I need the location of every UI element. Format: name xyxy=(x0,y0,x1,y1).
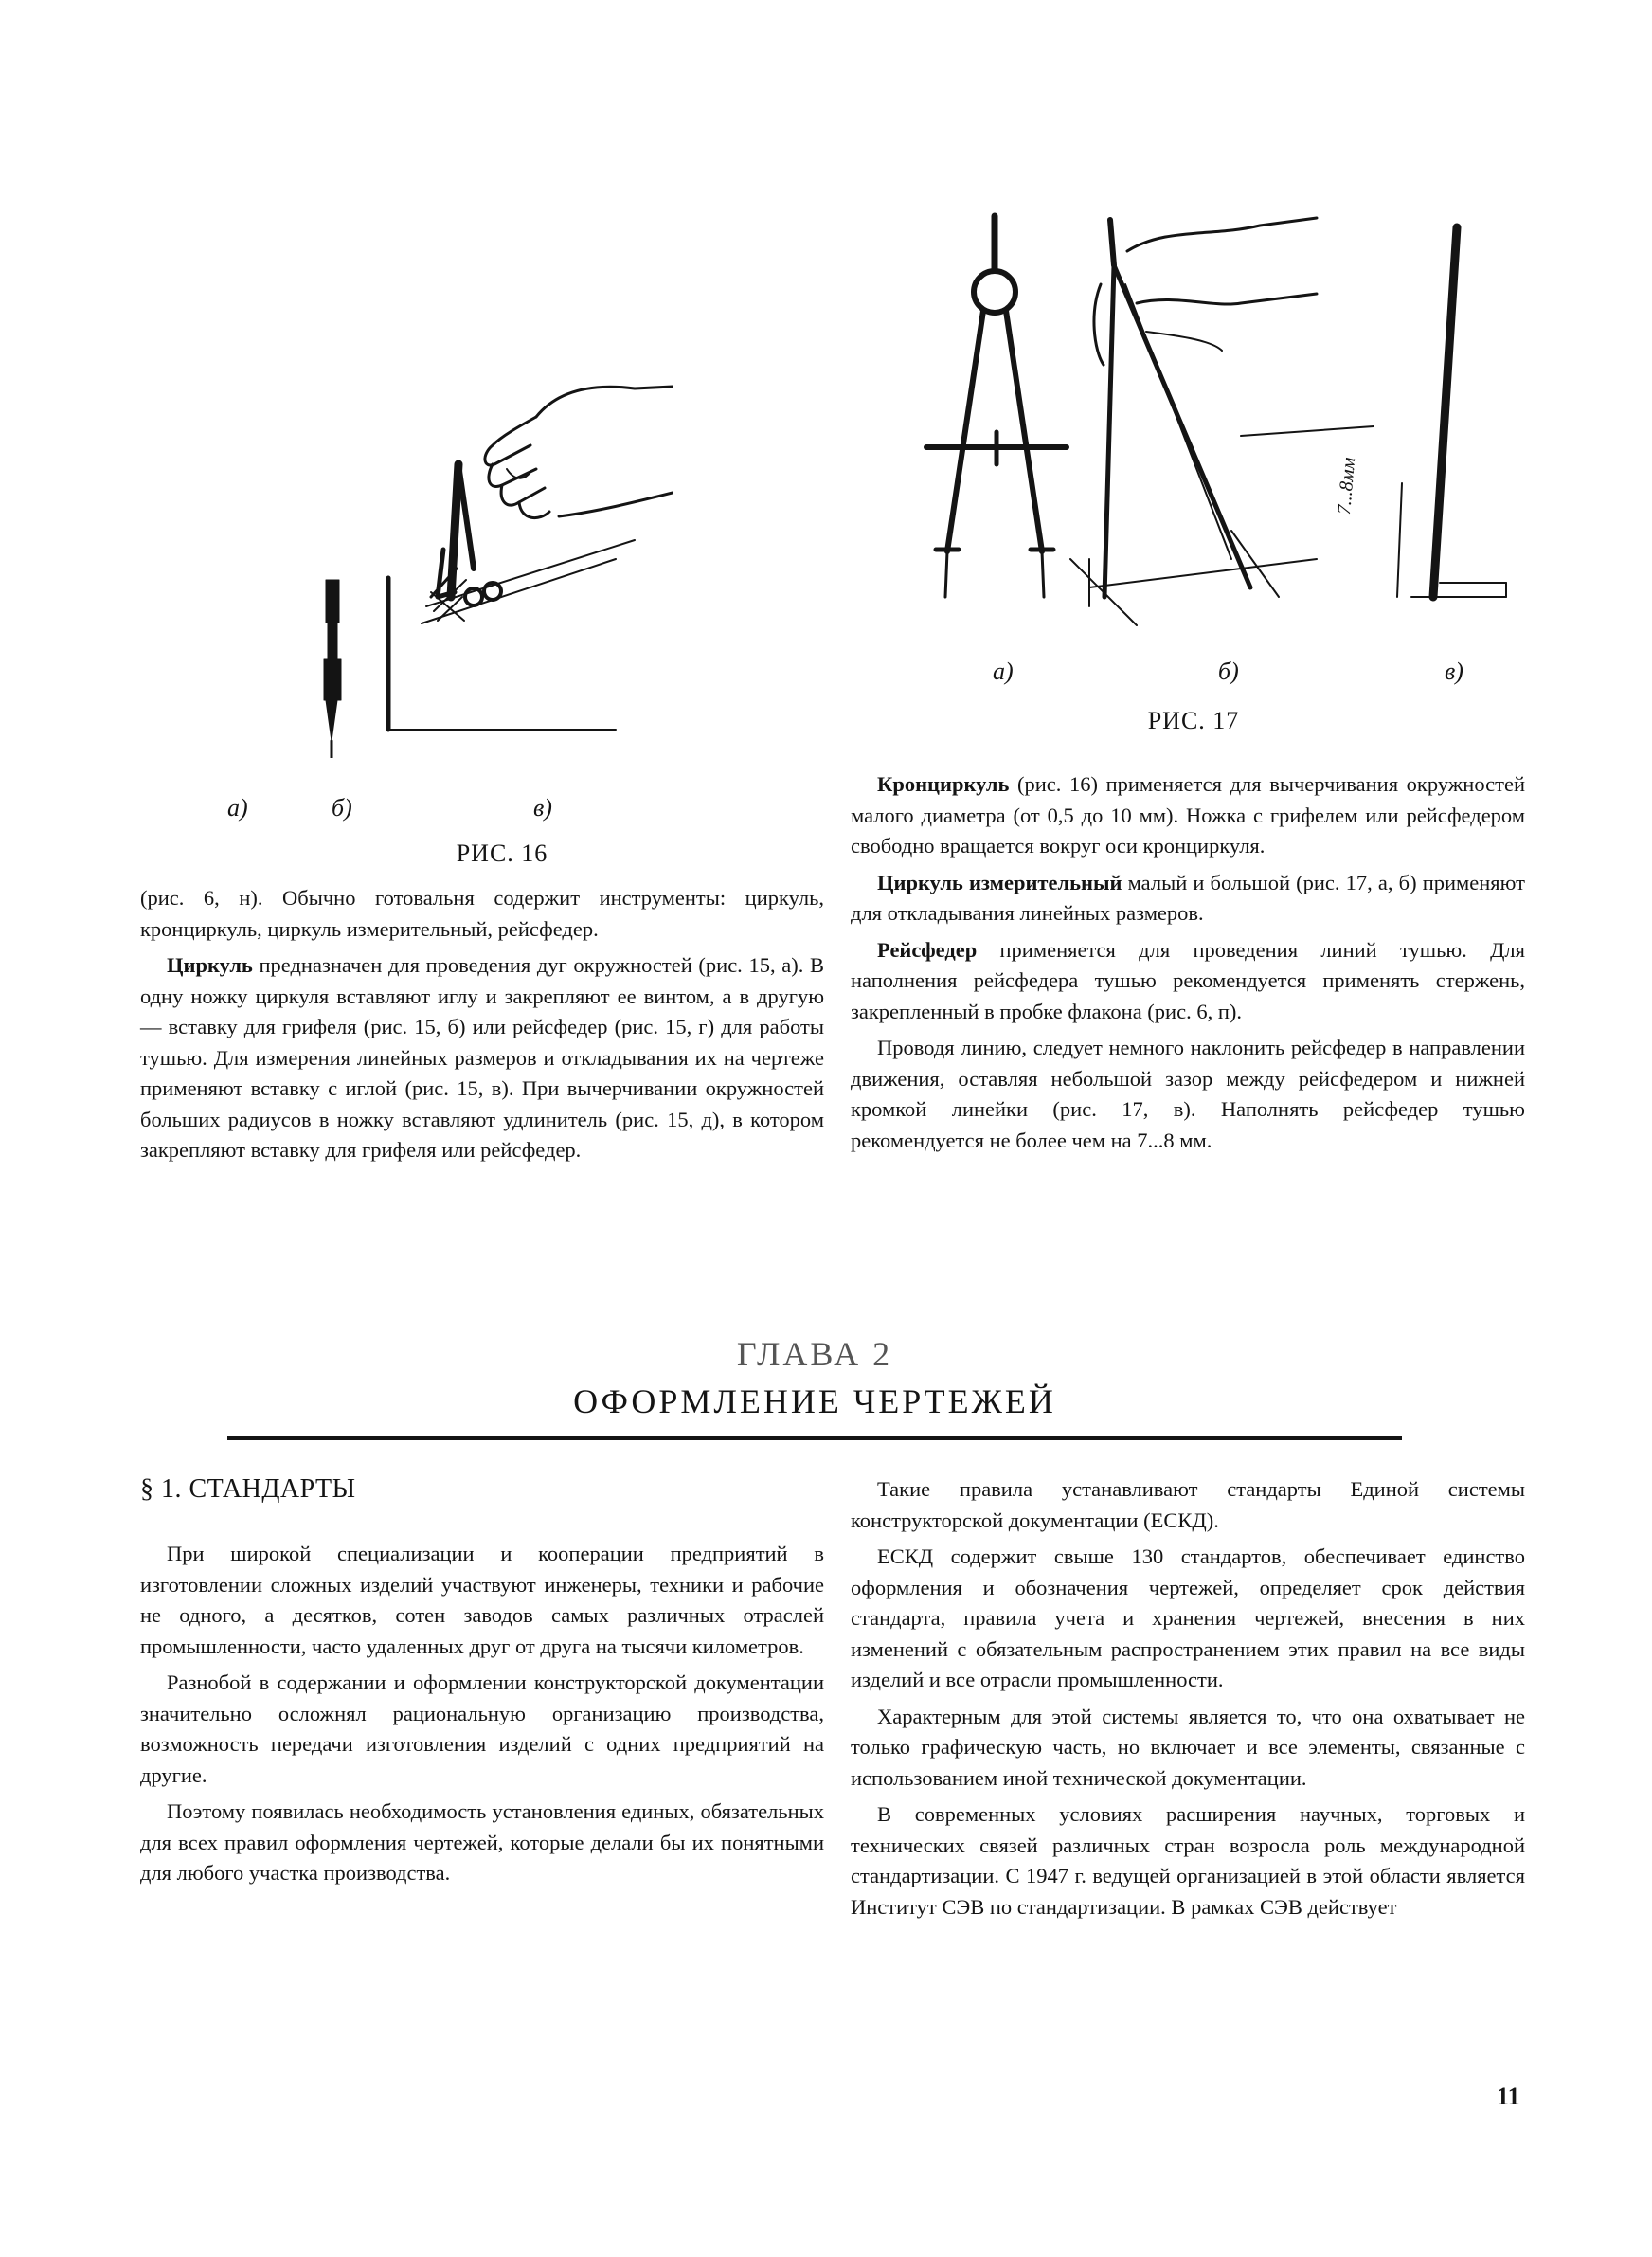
figure-16-illustration xyxy=(218,284,673,758)
fig17-label-a: а) xyxy=(993,658,1014,685)
paragraph-ruling-pen xyxy=(851,935,1525,1028)
left-column-top xyxy=(140,883,824,1172)
fig16-a-pencil-insert xyxy=(324,580,341,758)
page-number: 11 xyxy=(1497,2083,1520,2110)
paragraph-text: малый и большой (рис. 17, а, б) применяют для откладывания линейных размеров. xyxy=(851,870,1525,925)
paragraph: Проводя линию, следует немного наклонить рейсфедер в направлении движения, оставляя небольшой зазор между рейсфедером и нижней кромкой линейки (рис. 17, в). Наполнять рейсфедер тушью рекомендуется не более чем на 7...8 мм. xyxy=(851,1036,1525,1152)
term-bow-compass: Кронциркуль xyxy=(877,772,1010,796)
fig17-a-dividers xyxy=(926,216,1067,597)
fig17-c-ruling-pen xyxy=(1397,227,1506,597)
fig17-b-dividers-hand xyxy=(1070,218,1374,625)
paragraph: Разнобой в содержании и оформлении конструкторской документации значительно осложнял рациональную организацию производства, возможность передачи изготовления изделий с одних предприятий на другие. xyxy=(140,1670,824,1787)
paragraph-dividers xyxy=(851,868,1525,930)
paragraph-bow-compass xyxy=(851,769,1525,862)
figure-17-caption: РИС. 17 xyxy=(1147,707,1240,734)
chapter-number: ГЛАВА 2 xyxy=(736,1335,893,1373)
paragraph: ЕСКД содержит свыше 130 стандартов, обеспечивает единство оформления и обозначения чертежей, определяет срок действия стандарта, правила учета и хранения чертежей, внесения в них изменений с обязательным распространением этих правил на все виды изделий и все отрасли промышленности. xyxy=(851,1544,1525,1691)
paragraph: Такие правила устанавливают стандарты Единой системы конструкторской документации (ЕСКД). xyxy=(851,1477,1525,1532)
term-dividers: Циркуль измерительный xyxy=(877,870,1122,894)
paragraph-compass xyxy=(140,950,824,1166)
paragraph: Поэтому появилась необходимость установления единых, обязательных для всех правил оформления чертежей, которые делали бы их понятными для любого участка производства. xyxy=(140,1799,824,1885)
paragraph-text: (рис. 16) применяется для вычерчивания окружностей малого диаметра (от 0,5 до 10 мм). Ножка с грифелем или рейсфедером свободно вращается вокруг оси кронциркуля. xyxy=(851,772,1525,858)
term-compass: Циркуль xyxy=(167,953,253,977)
right-column-top xyxy=(851,769,1525,1162)
fig16-label-a: а) xyxy=(227,794,248,822)
term-ruling-pen: Рейсфедер xyxy=(877,937,978,962)
fig16-label-c: в) xyxy=(533,794,552,822)
fig16-label-b: б) xyxy=(332,794,352,822)
right-column-bottom xyxy=(851,1474,1525,1928)
paragraph: При широкой специализации и кооперации предприятий в изготовлении сложных изделий участвуют инженеры, техники и рабочие не одного, а десятков, сотен заводов самых различных отраслей промышленности, часто удаленных друг от друга на тысячи километров. xyxy=(140,1542,824,1658)
figure-17-illustration xyxy=(900,199,1525,644)
paragraph: (рис. 6, н). Обычно готовальня содержит инструменты: циркуль, кронциркуль, циркуль измерительный, рейсфедер. xyxy=(140,886,824,941)
left-column-bottom xyxy=(140,1539,824,1895)
fig17-label-c: в) xyxy=(1445,658,1463,685)
chapter-title: ОФОРМЛЕНИЕ ЧЕРТЕЖЕЙ xyxy=(573,1382,1056,1420)
fig17-label-b: б) xyxy=(1218,658,1239,685)
paragraph-text: применяется для проведения линий тушью. Для наполнения рейсфедера тушью рекомендуется применять стержень, закрепленный в пробке флакона (рис. 6, п). xyxy=(851,937,1525,1023)
paragraph: В современных условиях расширения научных, торговых и технических связей различных стран возросла роль международной стандартизации. С 1947 г. ведущей организацией в этой области является Институт СЭВ по стандартизации. В рамках СЭВ действует xyxy=(851,1802,1525,1919)
paragraph: Характерным для этой системы является то, что она охватывает не только графическую часть, но включает и все элементы, связанные с использованием иной технической документации. xyxy=(851,1704,1525,1790)
chapter-divider xyxy=(227,1436,1402,1440)
fig17-dimension-label: 7...8мм xyxy=(1334,456,1360,515)
fig16-b-compass-hand xyxy=(388,387,673,730)
paragraph-text: предназначен для проведения дуг окружностей (рис. 15, а). В одну ножку циркуля вставляют иглу и закрепляют ее винтом, а в другую — вставку для грифеля (рис. 15, б) или рейсфедер (рис. 15, г) для работы тушью. Для измерения линейных размеров и откладывания их на чертеже применяют вставку с иглой (рис. 15, в). При вычерчивании окружностей больших радиусов в ножку вставляют удлинитель (рис. 15, д), в котором закрепляют вставку для грифеля или рейсфедер. xyxy=(140,953,824,1162)
figure-16-caption: РИС. 16 xyxy=(456,840,548,867)
section-title: § 1. СТАНДАРТЫ xyxy=(140,1474,356,1504)
